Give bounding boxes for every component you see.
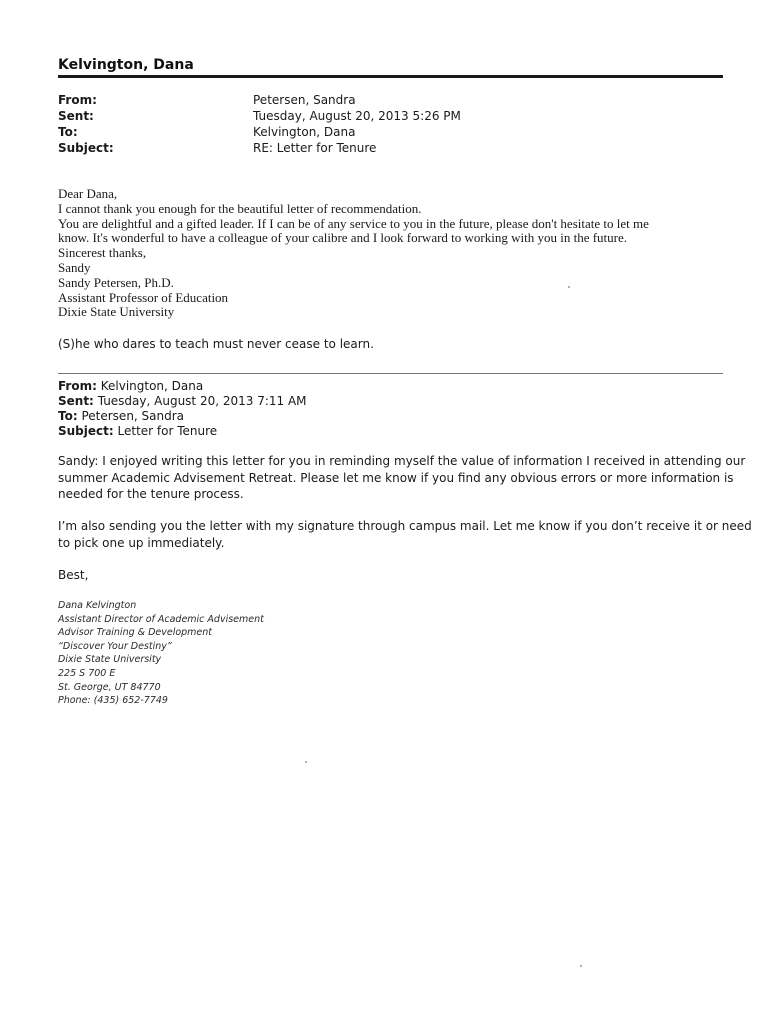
original-paragraph-1 [58,453,746,503]
signature-motto: “Discover Your Destiny” [58,640,172,652]
sent-value: Tuesday, August 20, 2013 5:26 PM [253,109,461,123]
signature-title: Assistant Director of Academic Advisement [58,613,264,625]
original-subject-value: Letter for Tenure [117,424,218,438]
original-line: needed for the tenure process. [58,487,244,501]
original-sent-label: Sent: [58,394,94,408]
original-line: summer Academic Advisement Retreat. Please let me know if you find any obvious errors or more information is [58,470,734,485]
reply-greeting: Dear Dana, [58,186,118,201]
original-line: I’m also sending you the letter with my signature through campus mail. Let me know if you don’t receive it or need [58,519,752,533]
reply-closing: Sincerest thanks, [58,245,147,261]
heading-divider [58,75,723,78]
signature-organization: Dixie State University [58,654,162,666]
original-sent-value: Tuesday, August 20, 2013 7:11 AM [97,394,307,408]
scan-speck [580,965,582,967]
reply-quote: (S)he who dares to teach must never cease to learn. [58,337,374,351]
original-subject-label: Subject: [58,424,114,438]
original-paragraph-2 [58,518,752,551]
signature-name: Dana Kelvington [58,600,137,611]
original-from-value: Kelvington, Dana [100,379,204,393]
signature-street: 225 S 700 E [58,667,116,679]
reply-sig-org: Dixie State University [58,304,175,320]
original-sent [58,394,307,409]
reply-line: You are delightful and a gifted leader. If I can be of any service to you in the future, please don't hesitate to let me [58,215,649,231]
reply-sig-name: Sandy Petersen, Ph.D. [58,274,174,290]
original-line: to pick one up immediately. [58,535,225,550]
reply-line: know. It's wonderful to have a colleague of your calibre and I look forward to working with you in the future. [58,230,628,246]
message-separator [58,373,723,374]
original-from [58,379,203,394]
reply-body [58,187,723,320]
mailbox-owner-name: Kelvington, Dana [58,57,194,73]
scan-speck [568,286,570,288]
original-closing: Best, [58,568,89,582]
signature-department: Advisor Training & Development [58,627,213,639]
sent-label: Sent: [58,109,94,123]
original-to-value: Petersen, Sandra [81,409,185,423]
to-label: To: [58,125,78,139]
original-line: Sandy: I enjoyed writing this letter for you in reminding myself the value of information I received in attending our [58,454,746,468]
to-value: Kelvington, Dana [253,125,356,139]
email-signature [58,599,264,708]
reply-signoff: Sandy [58,259,91,275]
reply-sig-title: Assistant Professor of Education [58,289,229,305]
original-subject [58,424,217,439]
scan-speck [305,761,307,763]
subject-label: Subject: [58,141,114,155]
original-to [58,409,184,424]
from-value: Petersen, Sandra [253,93,356,107]
original-to-label: To: [58,409,78,423]
signature-phone: Phone: (435) 652-7749 [58,695,168,707]
from-label: From: [58,93,97,107]
original-from-label: From: [58,379,97,393]
signature-city: St. George, UT 84770 [58,681,161,693]
subject-value: RE: Letter for Tenure [253,141,377,155]
reply-line: I cannot thank you enough for the beautiful letter of recommendation. [58,200,422,216]
